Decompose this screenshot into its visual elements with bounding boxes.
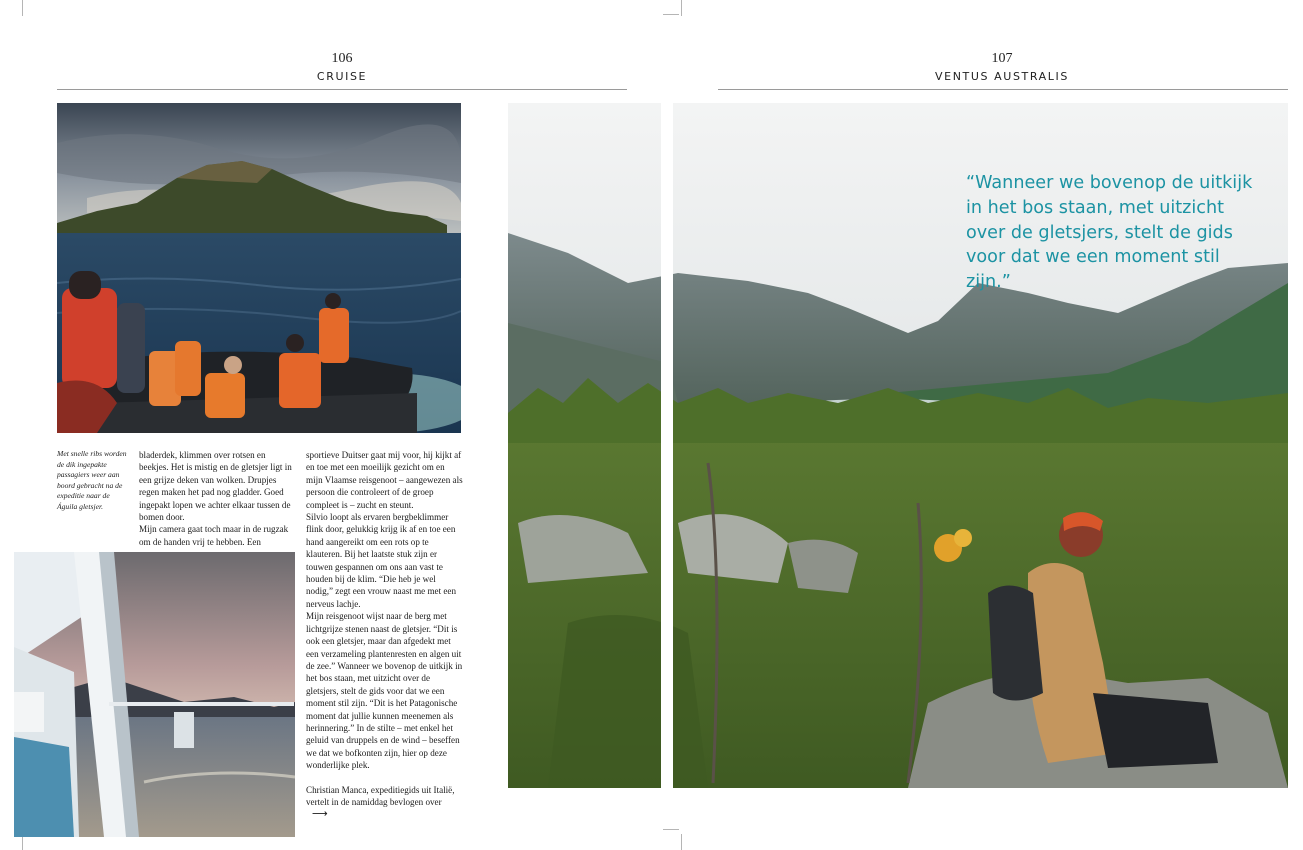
header-rule-right — [718, 89, 1288, 90]
arrow-right-icon: ⟶ — [312, 807, 328, 821]
pull-quote: “Wanneer we bovenop de uitkijk in het bos staan, met uitzicht over de gletsjers, stelt de gids voor dat we een moment stil zijn.” — [966, 173, 1253, 293]
photo-caption: Met snelle ribs worden de dik ingepakte passagiers weer aan boord gebracht na de expeditie naar de Águila gletsjer. — [57, 449, 127, 511]
page-number-left: 106 — [331, 51, 353, 66]
page-gutter — [661, 103, 673, 788]
photo-zodiac-island — [57, 103, 461, 433]
crop-mark — [22, 0, 23, 16]
section-title-left: CRUISE — [316, 70, 368, 83]
paragraph-text: Christian Manca, expeditiegids uit Italië, vertelt in de namiddag bevlogen over — [306, 784, 455, 807]
paragraph-continued — [306, 784, 463, 821]
paragraph: Mijn camera gaat toch maar in de rugzak om de handen vrij te hebben. Een — [139, 524, 289, 547]
photo-ship-deck — [14, 552, 295, 837]
crop-mark — [663, 829, 679, 830]
body-column-1 — [139, 449, 295, 548]
header-rule-left — [57, 89, 627, 90]
body-column-2 — [306, 449, 463, 821]
section-title-right: VENTUS AUSTRALIS — [935, 70, 1069, 83]
crop-mark — [681, 0, 682, 16]
paragraph: Mijn reisgenoot wijst naar de berg met lichtgrijze stenen naast de gletsjer. “Dit is ook een gletsjer, maar dan afgedekt met een verzameling plantenresten en algen uit de zee.” Wanneer we bovenop de uitkijk in het bos staan, met uitzicht over de gletsjers, stelt de gids voor dat we een moment stil zijn. “Dit is het Patagonische moment dat jullie kunnen meenemen als herinnering.” In de stilte – met enkel het geluid van druppels en de wind – beseffen we dat we bofkonten zijn, hier op deze wonderlijke plek. — [306, 611, 463, 771]
page-number-right: 107 — [991, 51, 1013, 66]
crop-mark — [663, 14, 679, 15]
crop-mark — [681, 834, 682, 850]
paragraph: bladerdek, klimmen over rotsen en beekjes. Het is mistig en de gletsjer ligt in een grijze deken van wolken. Drupjes regen maken het pad nog gladder. Goed ingepakt lopen we achter elkaar tussen de bomen door. — [139, 450, 292, 523]
paragraph: sportieve Duitser gaat mij voor, hij kijkt af en toe met een moeilijk gezicht om en mijn Vlaamse reisgenoot – aangewezen als persoon die controleert of de groep compleet is – zucht en steunt. — [306, 450, 463, 510]
paragraph: Silvio loopt als ervaren bergbeklimmer flink door, gelukkig krijg ik af en toe een hand aangereikt om een rots op te klauteren. Bij het laatste stuk zijn er touwen gespannen om ons aan vast te houden bij de klim. “Die heb je wel nodig,” zegt een vrouw naast me met een nerveus lachje. — [306, 512, 456, 609]
